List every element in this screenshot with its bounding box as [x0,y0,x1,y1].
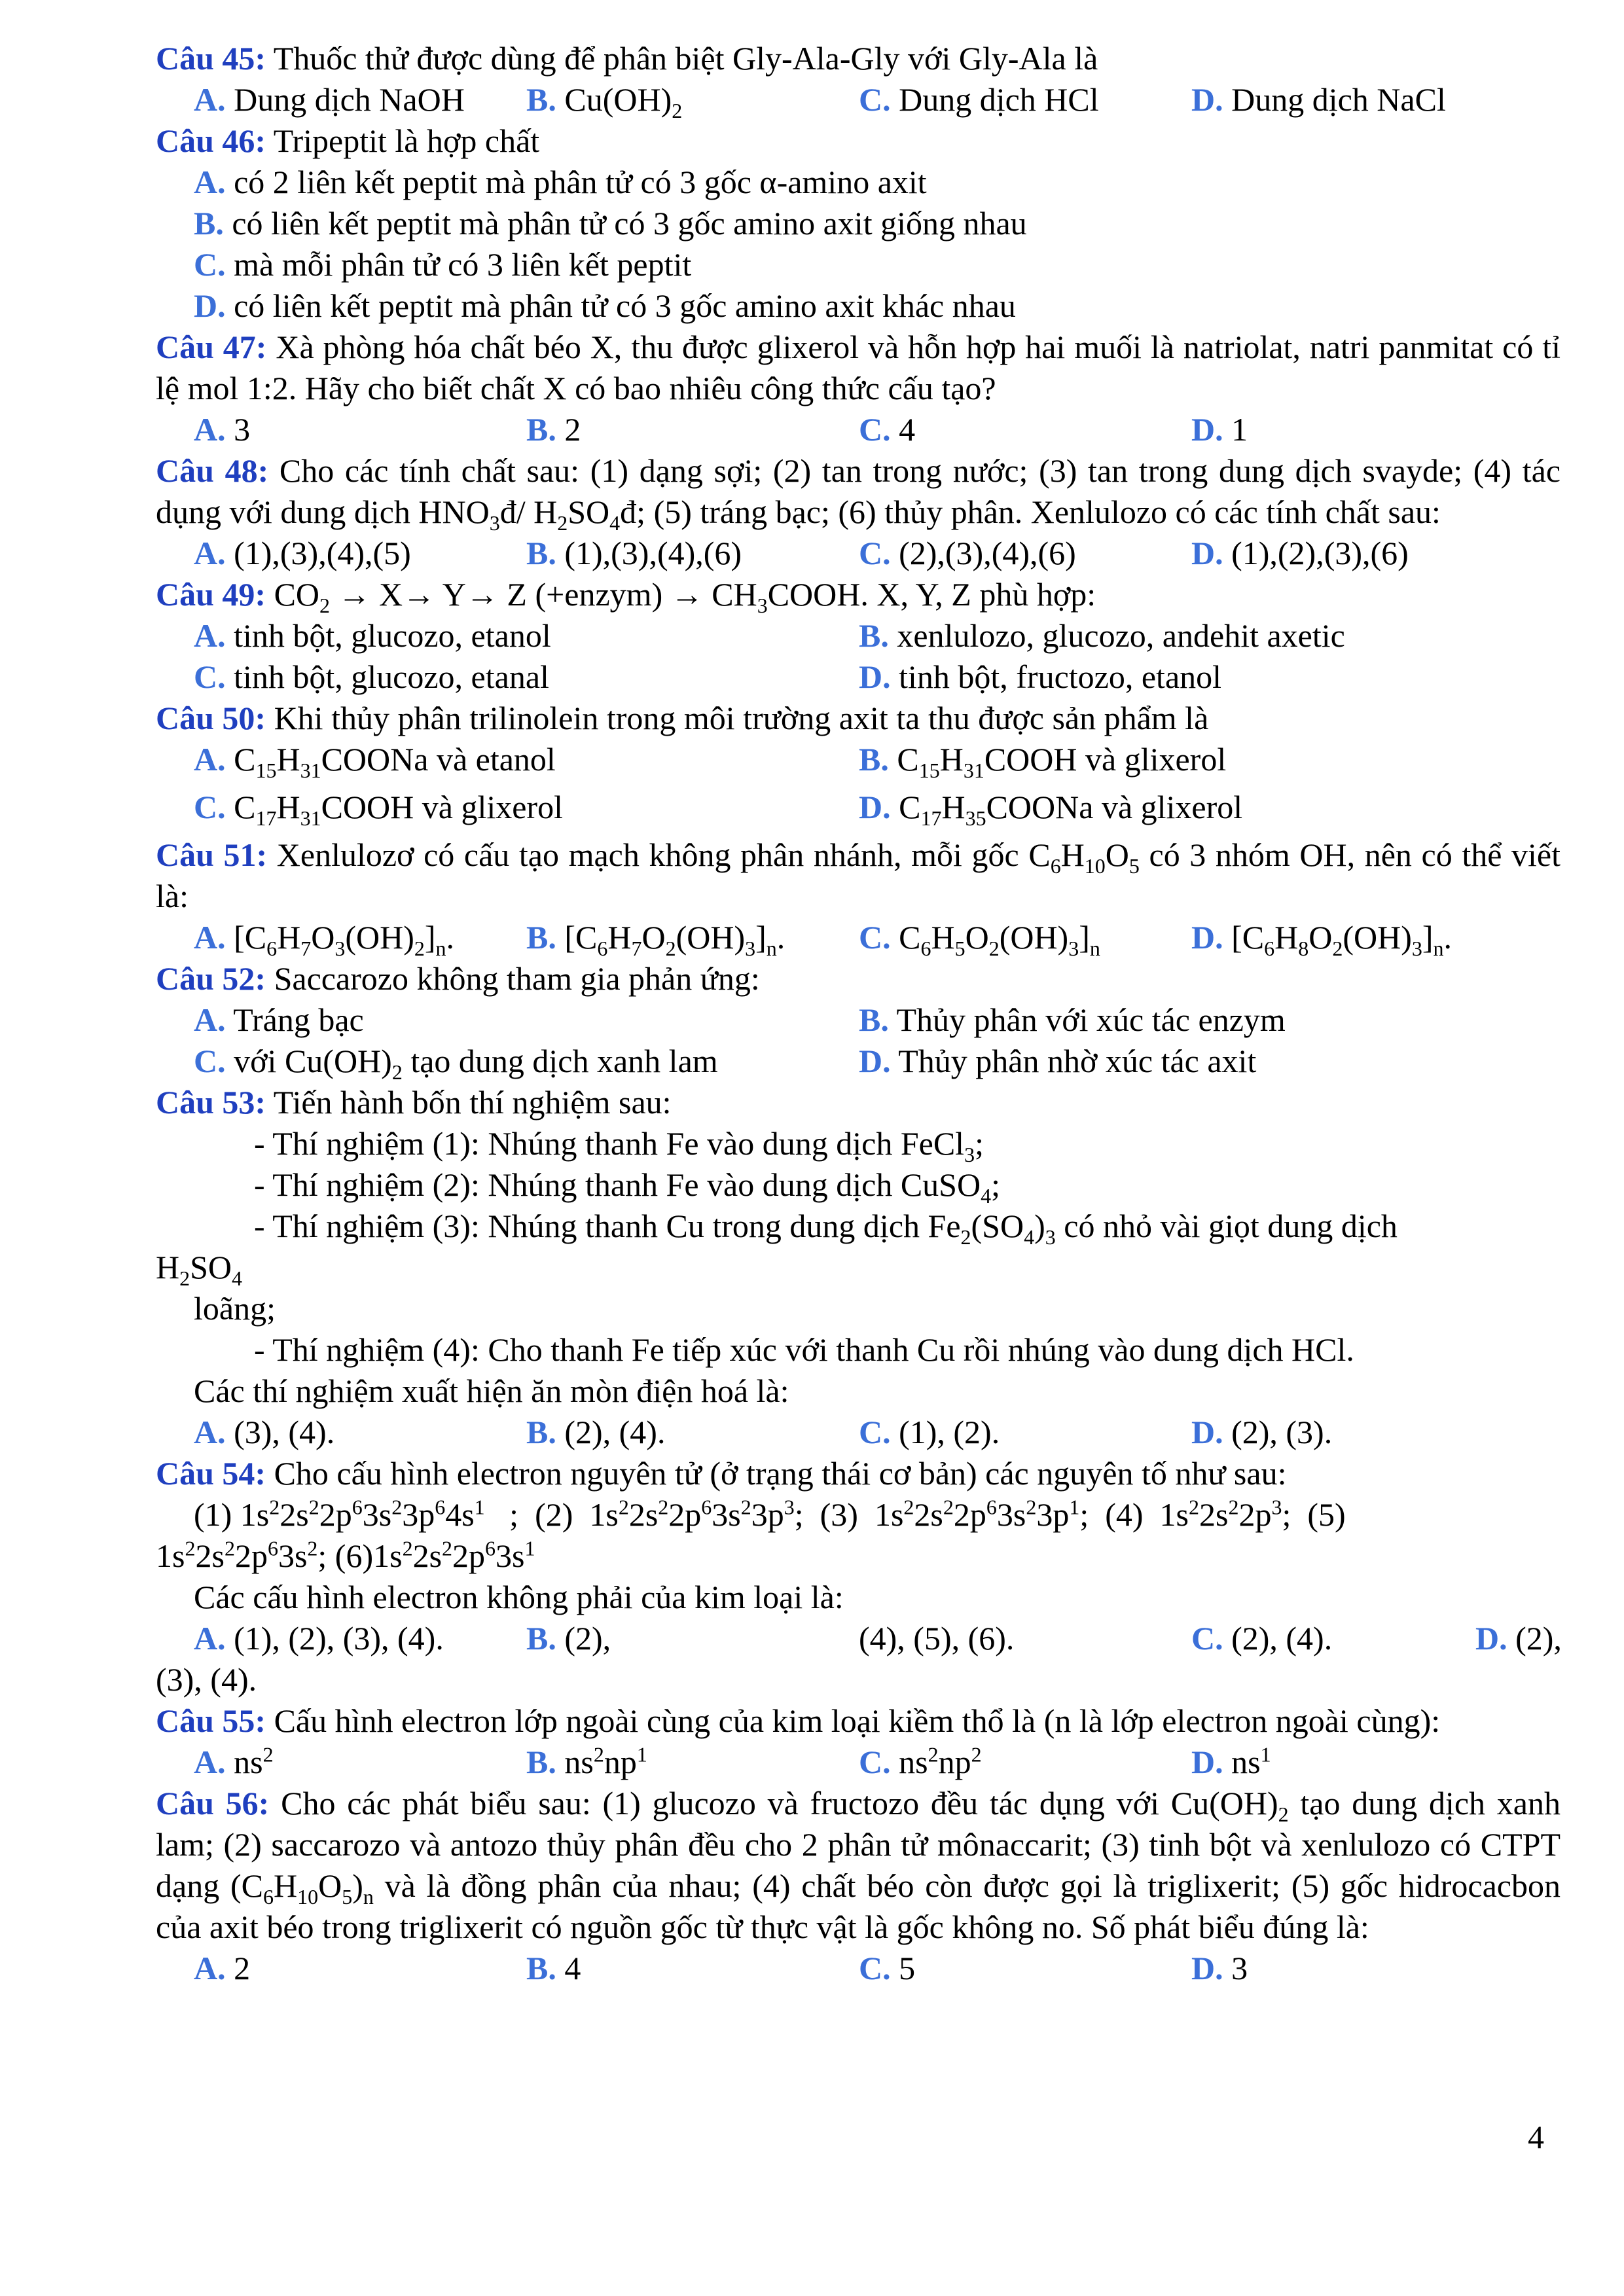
option-c: C. mà mỗi phân tử có 3 liên kết peptit [194,246,692,283]
question-number: Câu 54: [156,1455,266,1492]
option-b: B. 4 [526,1950,581,1986]
options-50-row2 [194,787,1561,834]
option-c: C. $C_6H_5O_2(OH)_3]_n$ [859,919,1100,960]
options-50-row1 [194,739,1561,787]
question-number: Câu 46: [156,122,266,159]
configurations: (1) $1s^22s^22p^63s^23p^64s^1$ ; (2) $1s^22s^22p^63s^23p^3$; (3) $1s^22s^22p^63s^23p^1$; (4) $1s^22s^22p^3$; (5) [194,1495,1346,1533]
question-45 [156,38,1561,79]
option-d: D. (2), (3). [1191,1414,1333,1450]
option-b: B. xenlulozo, glucozo, andehit axetic [859,617,1345,654]
option-c: C. tinh bột, glucozo, etanal [194,658,549,695]
option-b: B. Thủy phân với xúc tác enzym [859,1001,1286,1038]
experiment-4: - Thí nghiệm (4): Cho thanh Fe tiếp xúc với thanh Cu rồi nhúng vào dung dịch HCl. [254,1331,1354,1368]
question-text: Thuốc thử được dùng để phân biệt Gly-Ala-Gly với Gly-Ala là [273,40,1098,77]
question-text: Cấu hình electron lớp ngoài cùng của kim loại kiềm thổ là (n là lớp electron ngoài cùng): [274,1702,1441,1739]
option-b: B. $Cu(OH)_2$ [526,81,683,122]
question-number: Câu 52: [156,960,266,997]
page-number: 4 [1528,2119,1544,2155]
options-51 [194,917,1561,958]
option-d: D. Thủy phân nhờ xúc tác axit [859,1043,1257,1079]
document-page [156,38,1561,1989]
options-45 [194,79,1561,120]
option-b-cont: (4), (5), (6). [859,1620,1015,1657]
option-a: A. 2 [194,1950,251,1986]
option-c: C. với $Cu(OH)_2$ tạo dung dịch xanh lam [194,1043,718,1084]
options-49-row1 [194,615,1561,656]
option-d: D. tinh bột, fructozo, etanol [859,658,1222,695]
option-c: C. (2),(3),(4),(6) [859,535,1076,571]
option-a: A. (1), (2), (3), (4). [194,1620,444,1657]
question-number: Câu 47: [156,329,267,365]
configurations-cont: $1s^22s^22p^63s^2$; $(6)1s^22s^22p^63s^1$ [156,1536,535,1574]
options-54 [194,1618,1561,1659]
experiment-1: - Thí nghiệm (1): Nhúng thanh Fe vào dung dịch FeCl$_3$; [254,1125,984,1166]
option-a: A. (3), (4). [194,1414,335,1450]
option-d: D. Dung dịch NaCl [1191,81,1446,118]
question-number: Câu 48: [156,452,269,489]
option-a: A. Dung dịch NaOH [194,81,465,118]
question-number: Câu 51: [156,836,268,873]
option-b: B. (1),(3),(4),(6) [526,535,742,571]
option-c: C. 5 [859,1950,916,1986]
question-48: Câu 48: Cho các tính chất sau: (1) dạng sợi; (2) tan trong nước; (3) tan trong dung dịch svayde; (4) tác dụng với dung dịch $HNO_3đ/$ $H_2SO_4đ$; (5) tráng bạc; (6) thủy phân. Xenlulozo có các tính chất sau: [156,452,1561,535]
experiment-3-cont2: loãng; [194,1290,276,1327]
option-a: A. Tráng bạc [194,1001,364,1038]
question-46 [156,120,1561,162]
options-52-row2 [194,1041,1561,1082]
option-c: C. (2), (4). [1191,1620,1333,1657]
option-b: B. (2), [526,1620,611,1657]
question-text: Tripeptit là hợp chất [273,122,540,159]
option-a: A. có 2 liên kết peptit mà phân tử có 3 gốc α-amino axit [194,164,927,200]
options-56 [194,1948,1561,1989]
option-d: D. (2), [1475,1620,1562,1657]
question-47 [156,327,1561,409]
option-d: D. (1),(2),(3),(6) [1191,535,1409,571]
option-a: A. $ns^2$ [194,1742,274,1780]
option-d: D. $ns^1$ [1191,1742,1271,1780]
question-number: Câu 55: [156,1702,266,1739]
option-c: C. $ns^2np^2$ [859,1742,982,1780]
option-d: D. $[C_6H_8O_2(OH)_3]_n$. [1191,919,1453,960]
options-53 [194,1412,1561,1453]
option-b: B. $C_{15}H_{31}COOH$ và glixerol [859,741,1227,782]
options-52-row1 [194,999,1561,1041]
question-text: Tiến hành bốn thí nghiệm sau: [273,1084,672,1121]
options-47 [194,409,1561,450]
option-a: A. $[C_6H_7O_3(OH)_2]_n$. [194,919,455,960]
question-number: Câu 49: [156,576,266,613]
question-53 [156,1082,1561,1123]
question-number: Câu 56: [156,1785,270,1821]
question-text: Khi thủy phân trilinolein trong môi trường axit ta thu được sản phẩm là [274,700,1209,736]
question-49: Câu 49: $CO_2 \to X\to Y\to Z$ (+enzym) → $CH_3COOH$. X, Y, Z phù hợp: [156,576,1096,617]
option-b: B. $[C_6H_7O_2(OH)_3]_n$. [526,919,785,960]
option-d: D. 3 [1191,1950,1248,1986]
experiment-3: - Thí nghiệm (3): Nhúng thanh Cu trong dung dịch $Fe_2(SO_4)_3$ có nhỏ vài giọt dung dịch [254,1208,1398,1249]
option-a: A. 3 [194,411,251,448]
options-49-row2 [194,656,1561,698]
question-number: Câu 53: [156,1084,266,1121]
question-53-ask: Các thí nghiệm xuất hiện ăn mòn điện hoá là: [194,1372,789,1409]
option-a: A. (1),(3),(4),(5) [194,535,411,571]
option-b: B. 2 [526,411,581,448]
experiment-2: - Thí nghiệm (2): Nhúng thanh Fe vào dung dịch CuSO$_4$; [254,1166,1000,1208]
option-b: B. (2), (4). [526,1414,666,1450]
options-48 [194,533,1561,574]
option-c: C. 4 [859,411,916,448]
option-b: B. $ns^2np^1$ [526,1742,647,1780]
question-number: Câu 45: [156,40,266,77]
option-b: B. có liên kết peptit mà phân tử có 3 gốc amino axit giống nhau [194,205,1027,242]
experiment-3-cont: $H_2SO_4$ [156,1249,243,1290]
option-d: D. $C_{17}H_{35}COONa$ và glixerol [859,789,1243,830]
question-56: Câu 56: Cho các phát biểu sau: (1) glucozo và fructozo đều tác dụng với $Cu(OH)_2$ tạo dung dịch xanh lam; (2) saccarozo và antozo thủy phân đều cho 2 phân tử mônaccarit; (3) tinh bột và xenlulozo có CTPT dạng $(C_6H_{10}O_5)_n$ và là đồng phân của nhau; (4) chất béo còn được gọi là triglixerit; (5) gốc hidrocacbon của axit béo trong triglixerit có nguồn gốc từ thực vật là gốc không no. Số phát biểu đúng là: [156,1785,1561,1945]
options-55 [194,1742,1561,1783]
option-a: A. $C_{15}H_{31}COONa$ và etanol [194,741,556,782]
question-54-ask: Các cấu hình electron không phải của kim loại là: [194,1579,844,1615]
question-text: Xà phòng hóa chất béo X, thu được glixerol và hỗn hợp hai muối là natriolat, natri panmitat có tỉ lệ mol 1:2. Hãy cho biết chất X có bao nhiêu công thức cấu tạo? [156,329,1561,406]
option-c: C. $C_{17}H_{31}COOH$ và glixerol [194,789,563,830]
question-52 [156,958,1561,999]
question-55 [156,1700,1561,1742]
question-51: Câu 51: Xenlulozơ có cấu tạo mạch không phân nhánh, mỗi gốc $C_6H_{10}O_5$ có 3 nhóm OH, nên có thể viết là: [156,836,1561,914]
option-c: C. Dung dịch HCl [859,81,1099,118]
option-d: D. 1 [1191,411,1248,448]
question-number: Câu 50: [156,700,266,736]
option-c: C. (1), (2). [859,1414,1000,1450]
question-text: Saccarozo không tham gia phản ứng: [274,960,760,997]
question-text: Cho cấu hình electron nguyên tử (ở trạng thái cơ bản) các nguyên tố như sau: [274,1455,1287,1492]
option-a: A. tinh bột, glucozo, etanol [194,617,551,654]
question-50 [156,698,1561,739]
option-d-cont: (3), (4). [156,1661,257,1698]
question-54 [156,1453,1561,1494]
option-d: D. có liên kết peptit mà phân tử có 3 gốc amino axit khác nhau [194,287,1016,324]
